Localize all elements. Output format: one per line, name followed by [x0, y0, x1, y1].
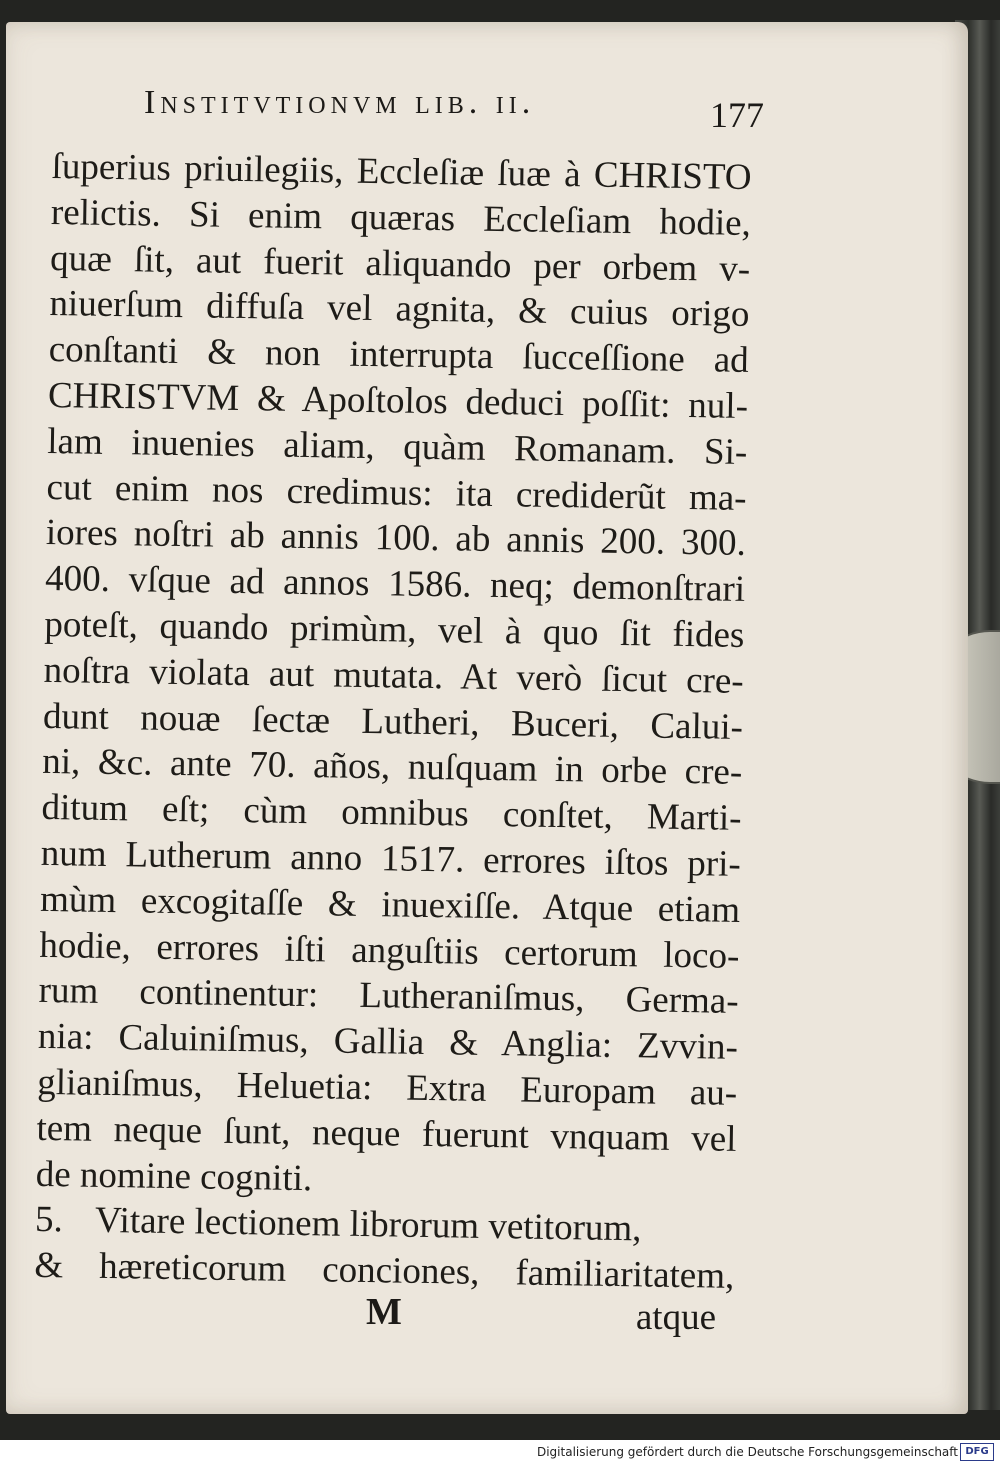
text-line: iores noſtri ab annis 100. ab annis 200. 300.	[45, 512, 747, 565]
text-line: relictis. Si enim quæras Eccleſiam hodie,	[50, 191, 752, 244]
text-line: conſtanti & non interrupta ſucceſſione ad	[48, 329, 750, 382]
text-line: de nomine cogniti.	[35, 1153, 313, 1199]
text-line: rum continentur: Lutheraniſmus, Germa-	[38, 970, 739, 1023]
paragraph-number: 5.	[34, 1199, 64, 1241]
book-page	[6, 22, 968, 1414]
text-line: ſuperius priuilegiis, Eccleſiæ ſuæ à CHRISTO	[51, 145, 752, 198]
text-line: noſtra violata aut mutata. At verò ſicut cre-	[43, 649, 744, 702]
text-line: quæ ſit, aut fuerit aliquando per orbem v-	[49, 237, 751, 290]
catchline	[366, 1290, 716, 1340]
text-line: glianiſmus, Heluetia: Extra Europam au-	[36, 1061, 738, 1114]
text-line: 400. vſque ad annos 1586. neq; demonſtrari	[44, 558, 746, 611]
catchword: atque	[635, 1297, 716, 1338]
text-line: poteſt, quando primùm, vel à quo ſit fides	[44, 603, 745, 656]
text-line: hodie, errores iſti anguſtiis certorum loco-	[39, 924, 740, 977]
text-line: cut enim nos credimus: ita crediderũt ma-	[46, 466, 747, 519]
text-line: & hæreticorum conciones, familiaritatem,	[34, 1244, 735, 1297]
text-line: Vitare lectionem librorum vetitorum,	[94, 1200, 642, 1250]
show-through	[786, 202, 906, 622]
text-line: CHRISTVM & Apoſtolos deduci poſſit: nul-	[47, 374, 749, 427]
text-line: lam inuenies aliam, quàm Romanam. Si-	[47, 420, 748, 473]
text-line: niuerſum diffuſa vel agnita, & cuius origo	[49, 283, 750, 336]
page-header	[144, 84, 764, 134]
text-line: tem neque ſunt, neque fuerunt vnquam vel	[36, 1107, 737, 1160]
dfg-logo: DFG	[960, 1443, 994, 1461]
digitization-footer	[0, 1440, 1000, 1463]
text-line: nia: Caluiniſmus, Gallia & Anglia: Zvvin-	[37, 1016, 739, 1069]
text-line: num Lutherum anno 1517. errores iſtos pri-	[40, 832, 742, 885]
running-title: Institvtionvm lib. ii.	[144, 84, 536, 121]
text-line: ditum eſt; cùm omnibus conſtet, Marti-	[41, 787, 742, 840]
funding-credit: Digitalisierung gefördert durch die Deutsche Forschungsgemeinschaft	[536, 1445, 958, 1459]
signature-mark: M	[366, 1291, 402, 1333]
page-number: 177	[710, 95, 764, 135]
text-line: dunt nouæ ſectæ Lutheri, Buceri, Calui-	[42, 695, 744, 748]
text-line: mùm excogitaſſe & inuexiſſe. Atque etiam	[39, 878, 741, 931]
body-text	[34, 144, 752, 1300]
text-line: ni, &c. ante 70. años, nuſquam in orbe cre-	[41, 741, 743, 794]
